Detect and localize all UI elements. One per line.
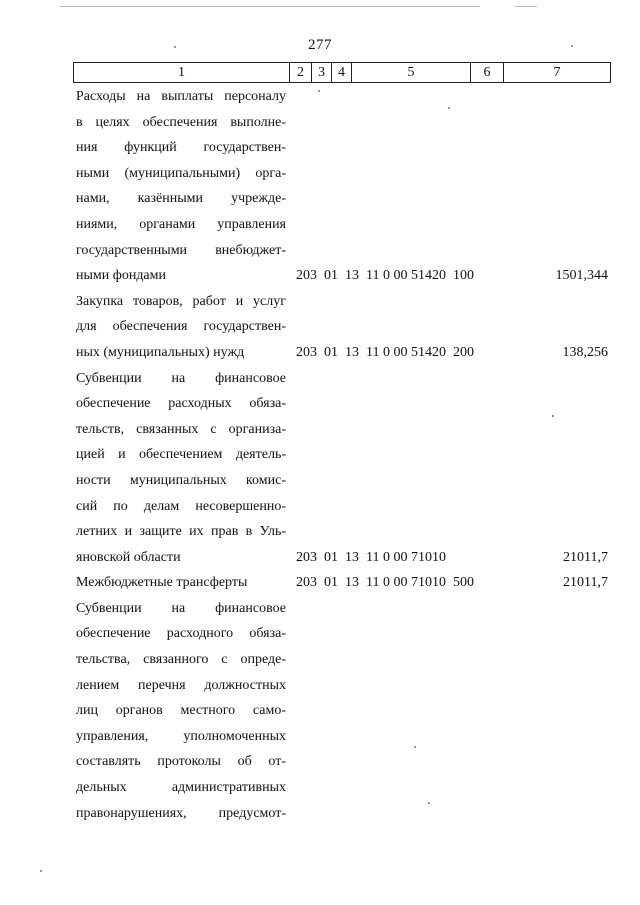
table-row (0, 212, 640, 238)
header-col-6: 6 (471, 63, 504, 83)
row-description-line: дельных административных (76, 780, 286, 796)
row-description-line: нами, казёнными учрежде- (76, 191, 286, 207)
table-row (0, 238, 640, 264)
table-header (73, 62, 611, 83)
row-description-line: тельства, связанного с опреде- (76, 652, 286, 668)
scan-speck (414, 746, 416, 748)
row-codes: 203 01 13 11 0 00 51420 200 (296, 344, 474, 360)
row-description-line: Субвенции на финансовое (76, 370, 286, 386)
row-description-line: обеспечение расходного обяза- (76, 626, 286, 642)
scan-speck (318, 90, 320, 92)
row-amount: 21011,7 (563, 549, 608, 565)
table-row (0, 494, 640, 520)
row-codes: 203 01 13 11 0 00 71010 (296, 549, 446, 565)
row-description-line: ния функций государствен- (76, 140, 286, 156)
scan-edge-noise (515, 6, 537, 7)
table-row (0, 596, 640, 622)
row-description-line: ниями, органами управления (76, 216, 286, 232)
table-row (0, 366, 640, 392)
table-row (0, 749, 640, 775)
header-col-7: 7 (504, 63, 611, 83)
row-description-line: обеспечение расходных обяза- (76, 396, 286, 412)
row-description-line: летних и защите их прав в Уль- (76, 524, 286, 540)
row-codes: 203 01 13 11 0 00 71010 500 (296, 575, 474, 591)
table-row (0, 314, 640, 340)
row-description-line: Закупка товаров, работ и услуг (76, 293, 286, 309)
header-col-2: 2 (290, 63, 312, 83)
row-description-line: лиц органов местного само- (76, 703, 286, 719)
table-row (0, 84, 640, 110)
table-row (0, 724, 640, 750)
row-amount: 138,256 (562, 344, 608, 360)
row-description-line: составлять протоколы об от- (76, 754, 286, 770)
scan-speck (174, 46, 176, 48)
row-amount: 1501,344 (555, 268, 608, 284)
row-description-line: ных (муниципальных) нужд (76, 344, 245, 360)
table-row (0, 570, 640, 596)
table-body (0, 84, 640, 826)
row-description-line: ными фондами (76, 268, 167, 284)
table-row (0, 698, 640, 724)
row-description-line: Субвенции на финансовое (76, 600, 286, 616)
header-col-1: 1 (74, 63, 290, 83)
table-row (0, 775, 640, 801)
table-row (0, 417, 640, 443)
page-number: 277 (308, 37, 332, 53)
row-description-line: государственными внебюджет- (76, 242, 286, 258)
table-row (0, 519, 640, 545)
table-row (0, 647, 640, 673)
scan-speck (552, 415, 554, 417)
scan-speck (448, 107, 450, 109)
table-row (0, 442, 640, 468)
header-col-3: 3 (312, 63, 332, 83)
table-row (0, 673, 640, 699)
header-col-4: 4 (332, 63, 352, 83)
table-row (0, 161, 640, 187)
table-row (0, 468, 640, 494)
row-description-line: Межбюджетные трансферты (76, 575, 248, 591)
table-row (0, 545, 640, 571)
header-col-5: 5 (352, 63, 471, 83)
row-description-line: Расходы на выплаты персоналу (76, 89, 286, 104)
row-description-line: для обеспечения государствен- (76, 319, 286, 335)
table-row (0, 263, 640, 289)
row-description-line: яновской области (76, 549, 181, 565)
row-description-line: лением перечня должностных (76, 677, 286, 693)
table-row (0, 186, 640, 212)
row-description-line: сий по делам несовершенно- (76, 498, 286, 514)
row-description-line: ными (муниципальными) орга- (76, 165, 286, 181)
row-codes: 203 01 13 11 0 00 51420 100 (296, 268, 474, 284)
table-row (0, 621, 640, 647)
table-row (0, 289, 640, 315)
table-row (0, 801, 640, 827)
row-description-line: в целях обеспечения выполне- (76, 114, 286, 130)
scan-speck (571, 45, 573, 47)
table-row (0, 391, 640, 417)
row-amount: 21011,7 (563, 575, 608, 591)
row-description-line: правонарушениях, предусмот- (76, 805, 286, 821)
row-description-line: цией и обеспечением деятель- (76, 447, 286, 463)
scan-edge-noise (60, 6, 480, 7)
scan-speck (428, 802, 430, 804)
table-row (0, 340, 640, 366)
scan-speck (40, 870, 42, 872)
row-description-line: управления, уполномоченных (76, 728, 286, 744)
row-description-line: ности муниципальных комис- (76, 472, 286, 488)
row-description-line: тельств, связанных с организа- (76, 421, 286, 437)
table-row (0, 135, 640, 161)
header-row (74, 63, 611, 83)
table-row (0, 110, 640, 136)
